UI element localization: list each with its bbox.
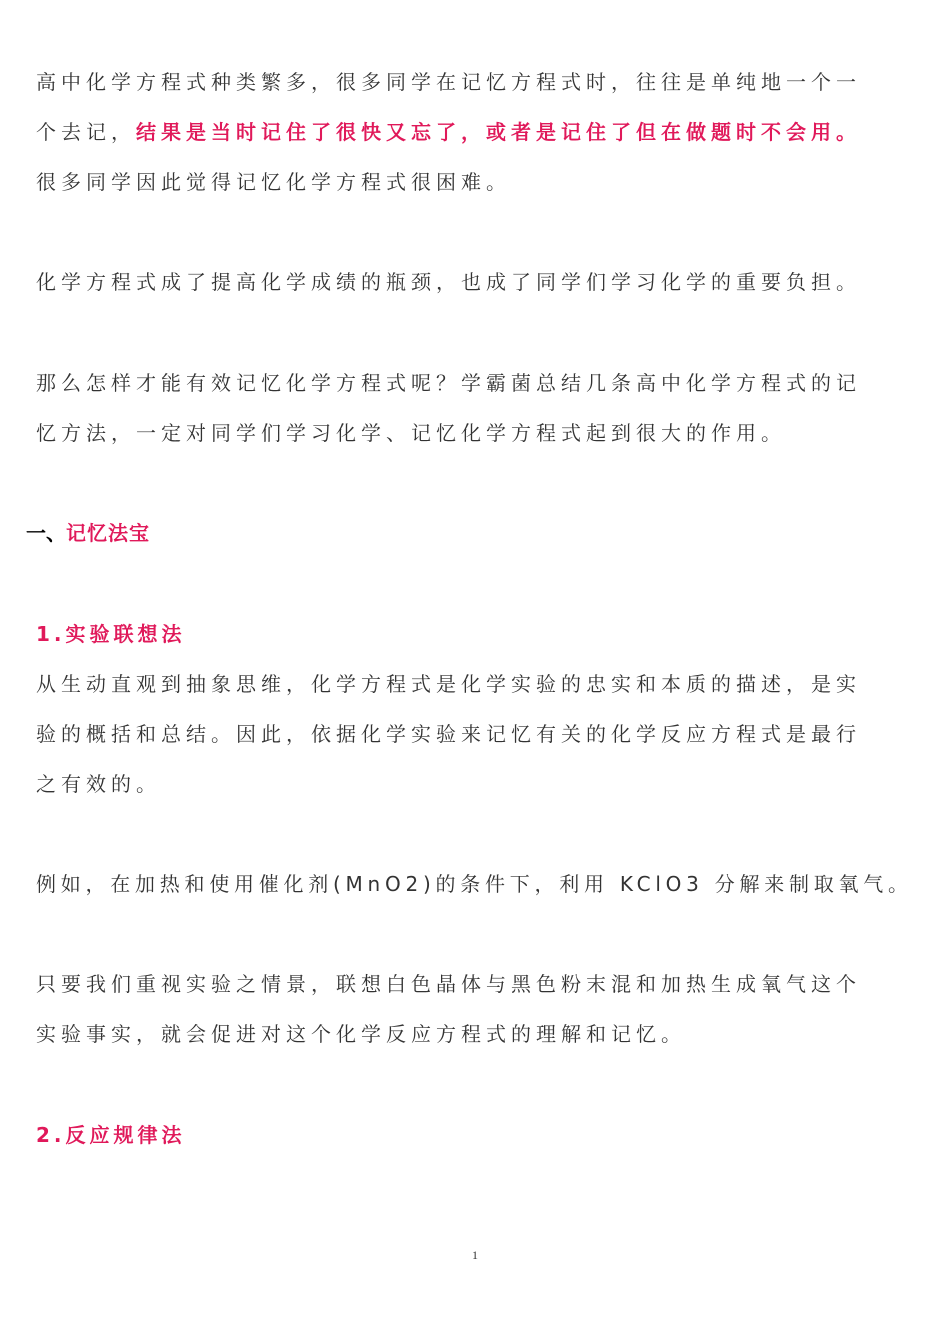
sub1-paragraph-3-line-2: 实验事实，就会促进对这个化学反应方程式的理解和记忆。: [36, 1022, 686, 1046]
section-heading-title: 记忆法宝: [66, 521, 150, 545]
section-heading: [26, 519, 150, 547]
sub1-paragraph-1-line-2: 验的概括和总结。因此，依据化学实验来记忆有关的化学反应方程式是最行: [36, 722, 861, 746]
section-heading-prefix: 一、: [26, 521, 66, 545]
sub1-paragraph-2-line-1: 例如，在加热和使用催化剂(MnO2)的条件下，利用 KClO3 分解来制取氧气。: [36, 872, 913, 896]
paragraph-1-line-2: [36, 118, 861, 146]
page-number: 1: [472, 1248, 478, 1262]
subheading-1: 1.实验联想法: [36, 622, 186, 646]
paragraph-1-line-1: 高中化学方程式种类繁多，很多同学在记忆方程式时，往往是单纯地一个一: [36, 70, 861, 94]
paragraph-2-line-1: 化学方程式成了提高化学成绩的瓶颈，也成了同学们学习化学的重要负担。: [36, 270, 861, 294]
sub1-paragraph-1-line-1: 从生动直观到抽象思维，化学方程式是化学实验的忠实和本质的描述，是实: [36, 672, 861, 696]
paragraph-1-line-2-normal: 个去记，: [36, 120, 136, 144]
highlight-text: 结果是当时记住了很快又忘了，或者是记住了但在做题时不会用。: [136, 120, 861, 144]
paragraph-3-line-2: 忆方法，一定对同学们学习化学、记忆化学方程式起到很大的作用。: [36, 421, 786, 445]
subheading-2: 2.反应规律法: [36, 1123, 186, 1147]
sub1-paragraph-3-line-1: 只要我们重视实验之情景，联想白色晶体与黑色粉末混和加热生成氧气这个: [36, 972, 861, 996]
sub1-paragraph-1-line-3: 之有效的。: [36, 772, 161, 796]
paragraph-3-line-1: 那么怎样才能有效记忆化学方程式呢？学霸菌总结几条高中化学方程式的记: [36, 371, 861, 395]
paragraph-1-line-3: 很多同学因此觉得记忆化学方程式很困难。: [36, 170, 511, 194]
